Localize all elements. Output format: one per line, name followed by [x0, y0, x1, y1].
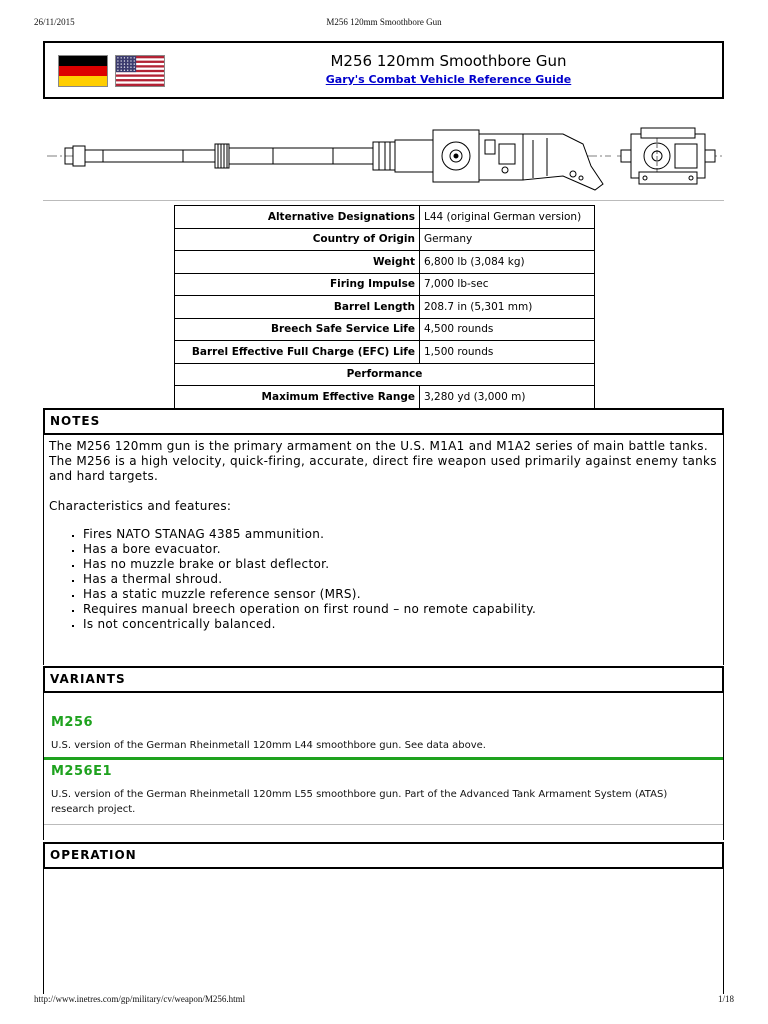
reference-guide-link[interactable]: Gary's Combat Vehicle Reference Guide	[325, 73, 572, 86]
notes-intro: The M256 120mm gun is the primary armament on the U.S. M1A1 and M1A2 series of main battle tanks. The M256 is a high velocity, quick-firing, accurate, direct fire weapon used primarily against enemy tanks and hard targets.	[49, 439, 717, 483]
characteristics-heading: Characteristics and features:	[49, 499, 232, 513]
spec-value: 3,280 yd (3,000 m)	[420, 386, 595, 409]
feature-item: ▪ Has a static muzzle reference sensor (MRS).	[83, 587, 718, 602]
usa-flag-icon	[115, 55, 165, 87]
notes-section	[43, 435, 724, 665]
spec-label: Weight	[175, 251, 420, 274]
spec-value: 7,000 lb-sec	[420, 273, 595, 296]
print-header	[34, 17, 734, 29]
table-row	[175, 386, 595, 409]
spec-label: Maximum Effective Range	[175, 386, 420, 409]
print-page-title: M256 120mm Smoothbore Gun	[326, 17, 442, 27]
print-footer	[34, 994, 734, 1006]
operation-section	[43, 869, 724, 994]
variants-heading: VARIANTS	[43, 666, 724, 693]
spec-label: Barrel Length	[175, 296, 420, 319]
variant-divider	[44, 757, 723, 760]
spec-label: Alternative Designations	[175, 206, 420, 229]
table-row	[175, 296, 595, 319]
table-row	[175, 251, 595, 274]
variants-section	[43, 693, 724, 840]
spec-value: 6,800 lb (3,084 kg)	[420, 251, 595, 274]
print-url: http://www.inetres.com/gp/military/cv/weapon/M256.html	[34, 994, 246, 1004]
variant-divider	[44, 824, 723, 825]
spec-label: Firing Impulse	[175, 273, 420, 296]
spec-label: Country of Origin	[175, 228, 420, 251]
page-title: M256 120mm Smoothbore Gun	[330, 52, 567, 70]
performance-section-label: Performance	[175, 363, 595, 386]
table-row	[175, 341, 595, 364]
drawing-divider	[43, 200, 724, 201]
gun-technical-drawing	[43, 104, 724, 200]
spec-value: 208.7 in (5,301 mm)	[420, 296, 595, 319]
variant-description: U.S. version of the German Rheinmetall 120mm L55 smoothbore gun. Part of the Advanced Tank Armament System (ATAS) research project.	[51, 789, 668, 815]
variant-description: U.S. version of the German Rheinmetall 120mm L44 smoothbore gun. See data above.	[51, 740, 486, 751]
operation-heading: OPERATION	[43, 842, 724, 869]
spec-value: 4,500 rounds	[420, 318, 595, 341]
print-date: 26/11/2015	[34, 17, 75, 27]
germany-flag-icon	[58, 55, 108, 87]
feature-item: ▪ Has a bore evacuator.	[83, 542, 718, 557]
spec-value: 1,500 rounds	[420, 341, 595, 364]
table-row	[175, 273, 595, 296]
table-row	[175, 206, 595, 229]
feature-item: ▪ Is not concentrically balanced.	[83, 617, 718, 632]
spec-label: Breech Safe Service Life	[175, 318, 420, 341]
features-list	[49, 527, 718, 632]
title-box	[43, 41, 724, 99]
spec-value: Germany	[420, 228, 595, 251]
spec-value: L44 (original German version)	[420, 206, 595, 229]
spec-label: Barrel Effective Full Charge (EFC) Life	[175, 341, 420, 364]
feature-item: ▪ Has a thermal shroud.	[83, 572, 718, 587]
feature-item: ▪ Requires manual breech operation on first round – no remote capability.	[83, 602, 718, 617]
specifications-table	[174, 205, 595, 409]
print-page-number: 1/18	[717, 994, 734, 1004]
notes-heading: NOTES	[43, 408, 724, 435]
variant-name: M256E1	[51, 764, 112, 779]
feature-item: ▪ Has no muzzle brake or blast deflector.	[83, 557, 718, 572]
feature-item: ▪ Fires NATO STANAG 4385 ammunition.	[83, 527, 718, 542]
table-row	[175, 363, 595, 386]
table-row	[175, 318, 595, 341]
variant-name: M256	[51, 715, 94, 730]
table-row	[175, 228, 595, 251]
